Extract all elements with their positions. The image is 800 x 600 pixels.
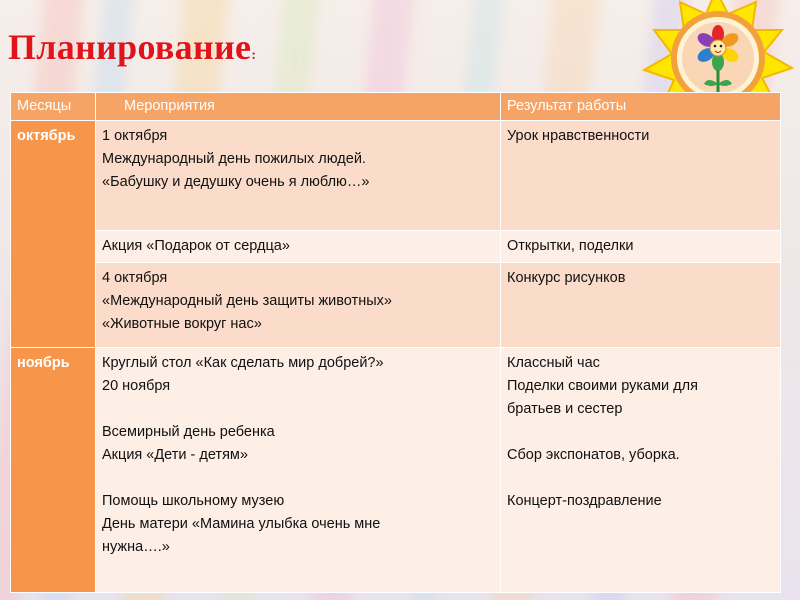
table-row [11, 348, 781, 593]
planning-table [10, 92, 781, 593]
events-cell: Круглый стол «Как сделать мир добрей?» 20 ноября Всемирный день ребенка Акция «Дети - детям» Помощь школьному музею День матери «Мамина улыбка очень мне нужна….» [96, 348, 501, 593]
table-row [11, 121, 781, 231]
table-row [11, 231, 781, 263]
month-cell-october: октябрь [11, 121, 96, 348]
result-cell: Конкурс рисунков [501, 263, 781, 348]
page-title: Планирование: [8, 27, 257, 67]
month-cell-november: ноябрь [11, 348, 96, 593]
header-events: Мероприятия [96, 93, 501, 121]
header-months: Месяцы [11, 93, 96, 121]
result-cell: Классный час Поделки своими руками для братьев и сестер Сбор экспонатов, уборка. Концерт-поздравление [501, 348, 781, 593]
result-cell: Урок нравственности [501, 121, 781, 231]
events-cell: Акция «Подарок от сердца» [96, 231, 501, 263]
table-row [11, 263, 781, 348]
title-colon: : [251, 48, 257, 63]
events-cell: 1 октября Международный день пожилых людей. «Бабушку и дедушку очень я люблю…» [96, 121, 501, 231]
table-header-row [11, 93, 781, 121]
header-result: Результат работы [501, 93, 781, 121]
events-cell: 4 октября «Международный день защиты животных» «Животные вокруг нас» [96, 263, 501, 348]
result-cell: Открытки, поделки [501, 231, 781, 263]
